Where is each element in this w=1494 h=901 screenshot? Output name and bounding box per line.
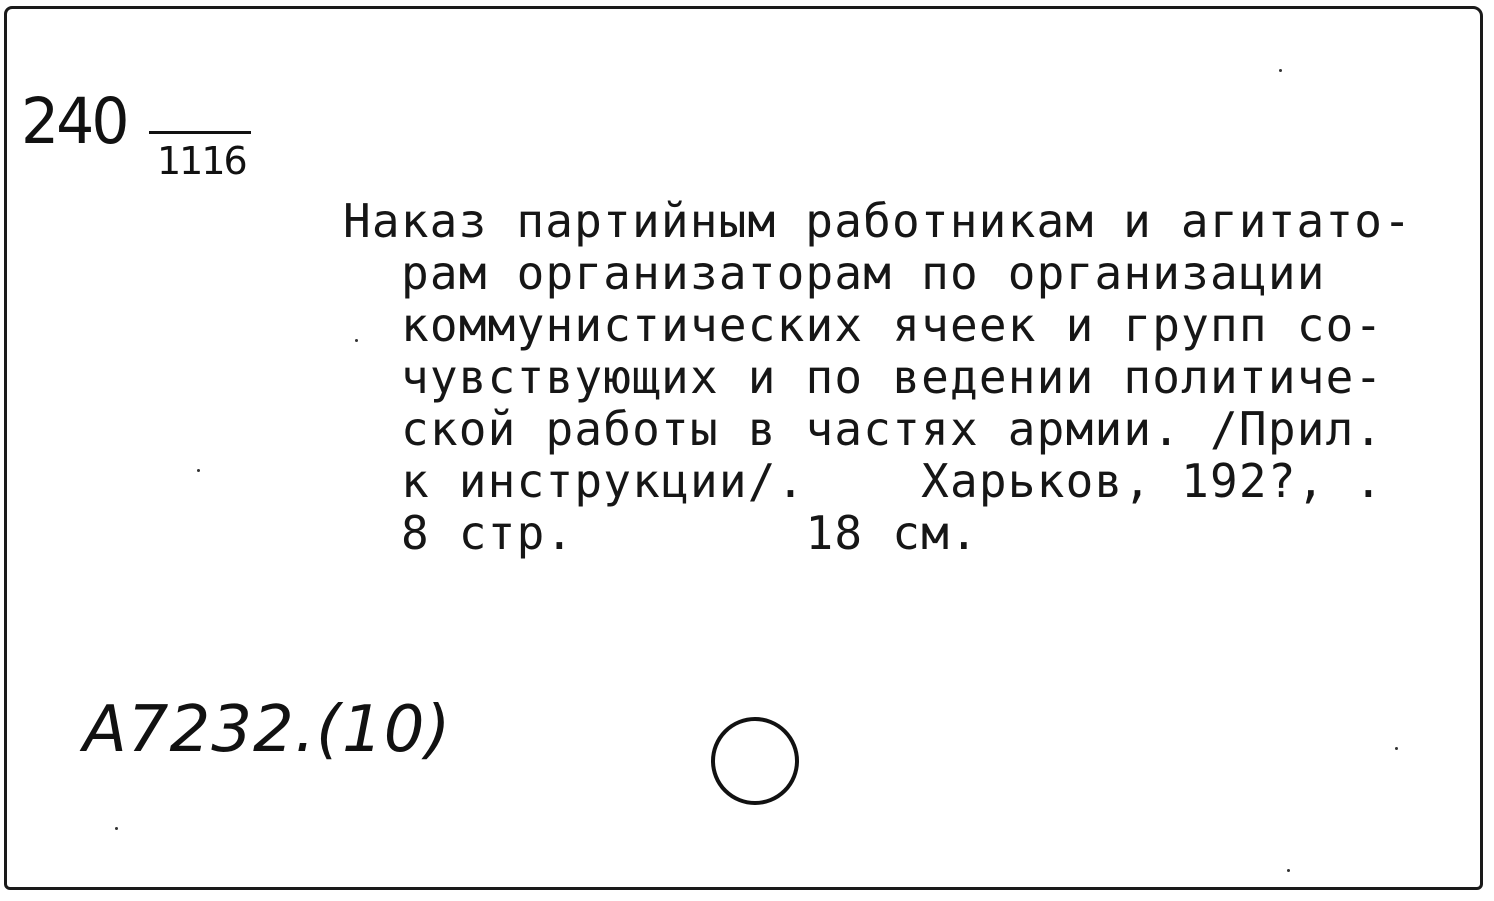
punch-hole-circle-icon (711, 717, 799, 805)
speck (115, 827, 118, 830)
call-number: A7232.(10) (83, 693, 452, 767)
description-line-6: к инструкции/. Харьков, 192?, . (401, 454, 1384, 508)
speck (355, 339, 358, 342)
description-line-1: Наказ партийным работникам и агитато- (343, 194, 1413, 248)
catalog-card (4, 6, 1483, 890)
shelf-mark-main: 240 (21, 85, 127, 159)
shelf-mark-divider (149, 131, 251, 134)
speck (1279, 69, 1282, 72)
speck (197, 469, 200, 472)
description-line-7: 8 стр. 18 см. (401, 506, 979, 560)
description-line-3: коммунистических ячеек и групп со- (401, 298, 1384, 352)
speck (1287, 869, 1290, 872)
description-line-5: ской работы в частях армии. /Прил. (401, 402, 1384, 456)
description-line-2: рам организаторам по организации (401, 246, 1326, 300)
speck (1395, 747, 1398, 750)
description-line-4: чувствующих и по ведении политиче- (401, 350, 1384, 404)
shelf-mark-sub: 1116 (157, 139, 246, 183)
